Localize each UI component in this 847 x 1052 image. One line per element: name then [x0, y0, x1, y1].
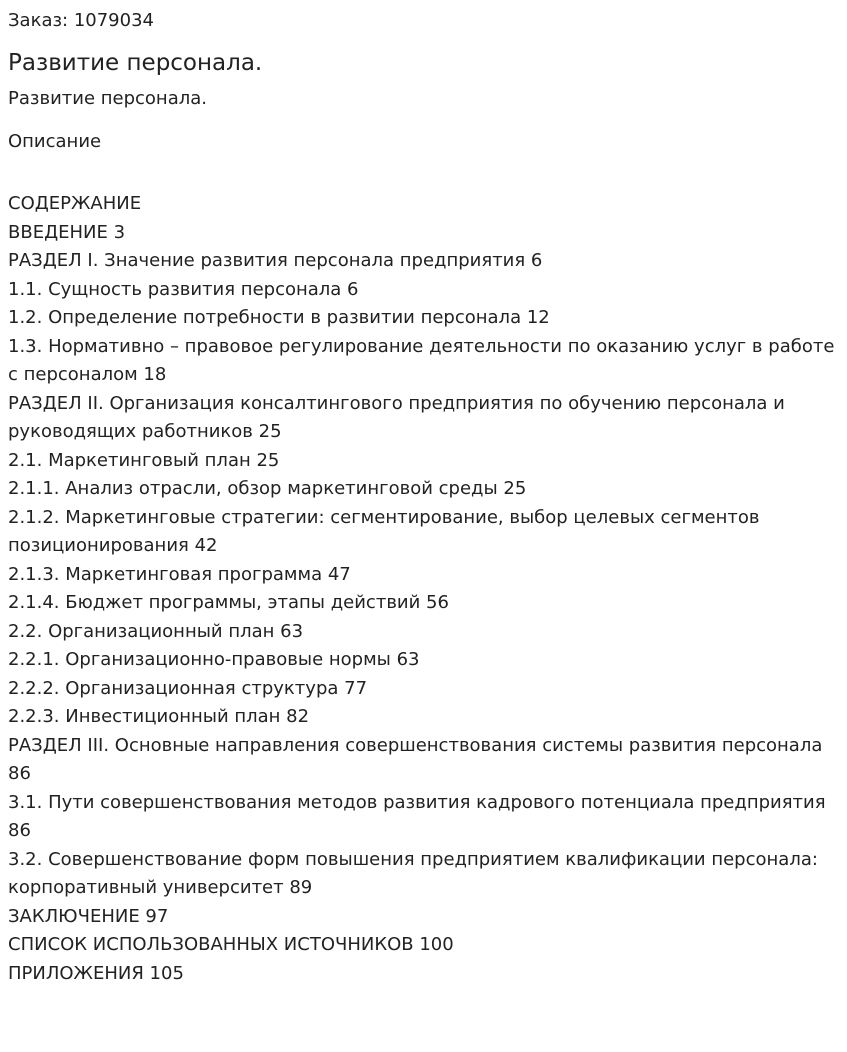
toc-entry: 2.1. Маркетинговый план 25: [8, 449, 280, 471]
toc-entry: 2.2.3. Инвестиционный план 82: [8, 706, 310, 727]
toc-entry: СПИСОК ИСПОЛЬЗОВАННЫХ ИСТОЧНИКОВ 100: [8, 934, 454, 955]
toc-entry: 1.3. Нормативно – правовое регулирование деятельности по оказанию услуг в работе с персоналом 18: [8, 335, 835, 385]
toc-entry: 3.1. Пути совершенствования методов развития кадрового потенциала предприятия 86: [8, 791, 826, 841]
toc-entry: 2.1.4. Бюджет программы, этапы действий 56: [8, 592, 449, 613]
toc-entry: 2.1.1. Анализ отрасли, обзор маркетинговой среды 25: [8, 478, 527, 499]
table-of-contents: [8, 190, 839, 988]
toc-entry: РАЗДЕЛ I. Значение развития персонала предприятия 6: [8, 250, 543, 271]
toc-entry: 2.2.2. Организационная структура 77: [8, 677, 368, 699]
toc-entry: 3.2. Совершенствование форм повышения предприятием квалификации персонала: корпоративный университет 89: [8, 848, 818, 898]
order-number: Заказ: 1079034: [8, 10, 154, 31]
toc-entry: 2.2. Организационный план 63: [8, 620, 304, 642]
toc-entry: 1.1. Сущность развития персонала 6: [8, 278, 359, 300]
toc-entry: 2.2.1. Организационно-правовые нормы 63: [8, 649, 420, 670]
toc-entry: ВВЕДЕНИЕ 3: [8, 221, 126, 243]
toc-entry: 1.2. Определение потребности в развитии персонала 12: [8, 307, 550, 328]
toc-entry: РАЗДЕЛ II. Организация консалтингового предприятия по обучению персонала и руководящих работников 25: [8, 392, 785, 442]
page-title: Развитие персонала.: [8, 50, 263, 76]
page-subtitle: Развитие персонала.: [8, 88, 207, 109]
toc-entry: 2.1.3. Маркетинговая программа 47: [8, 563, 351, 585]
toc-entry: 2.1.2. Маркетинговые стратегии: сегментирование, выбор целевых сегментов позиционирования 42: [8, 506, 760, 556]
toc-entry: РАЗДЕЛ III. Основные направления совершенствования системы развития персонала 86: [8, 734, 823, 784]
toc-heading: СОДЕРЖАНИЕ: [8, 193, 142, 214]
description-label: Описание: [8, 131, 102, 152]
toc-entry: ЗАКЛЮЧЕНИЕ 97: [8, 905, 169, 927]
toc-entry: ПРИЛОЖЕНИЯ 105: [8, 962, 184, 984]
